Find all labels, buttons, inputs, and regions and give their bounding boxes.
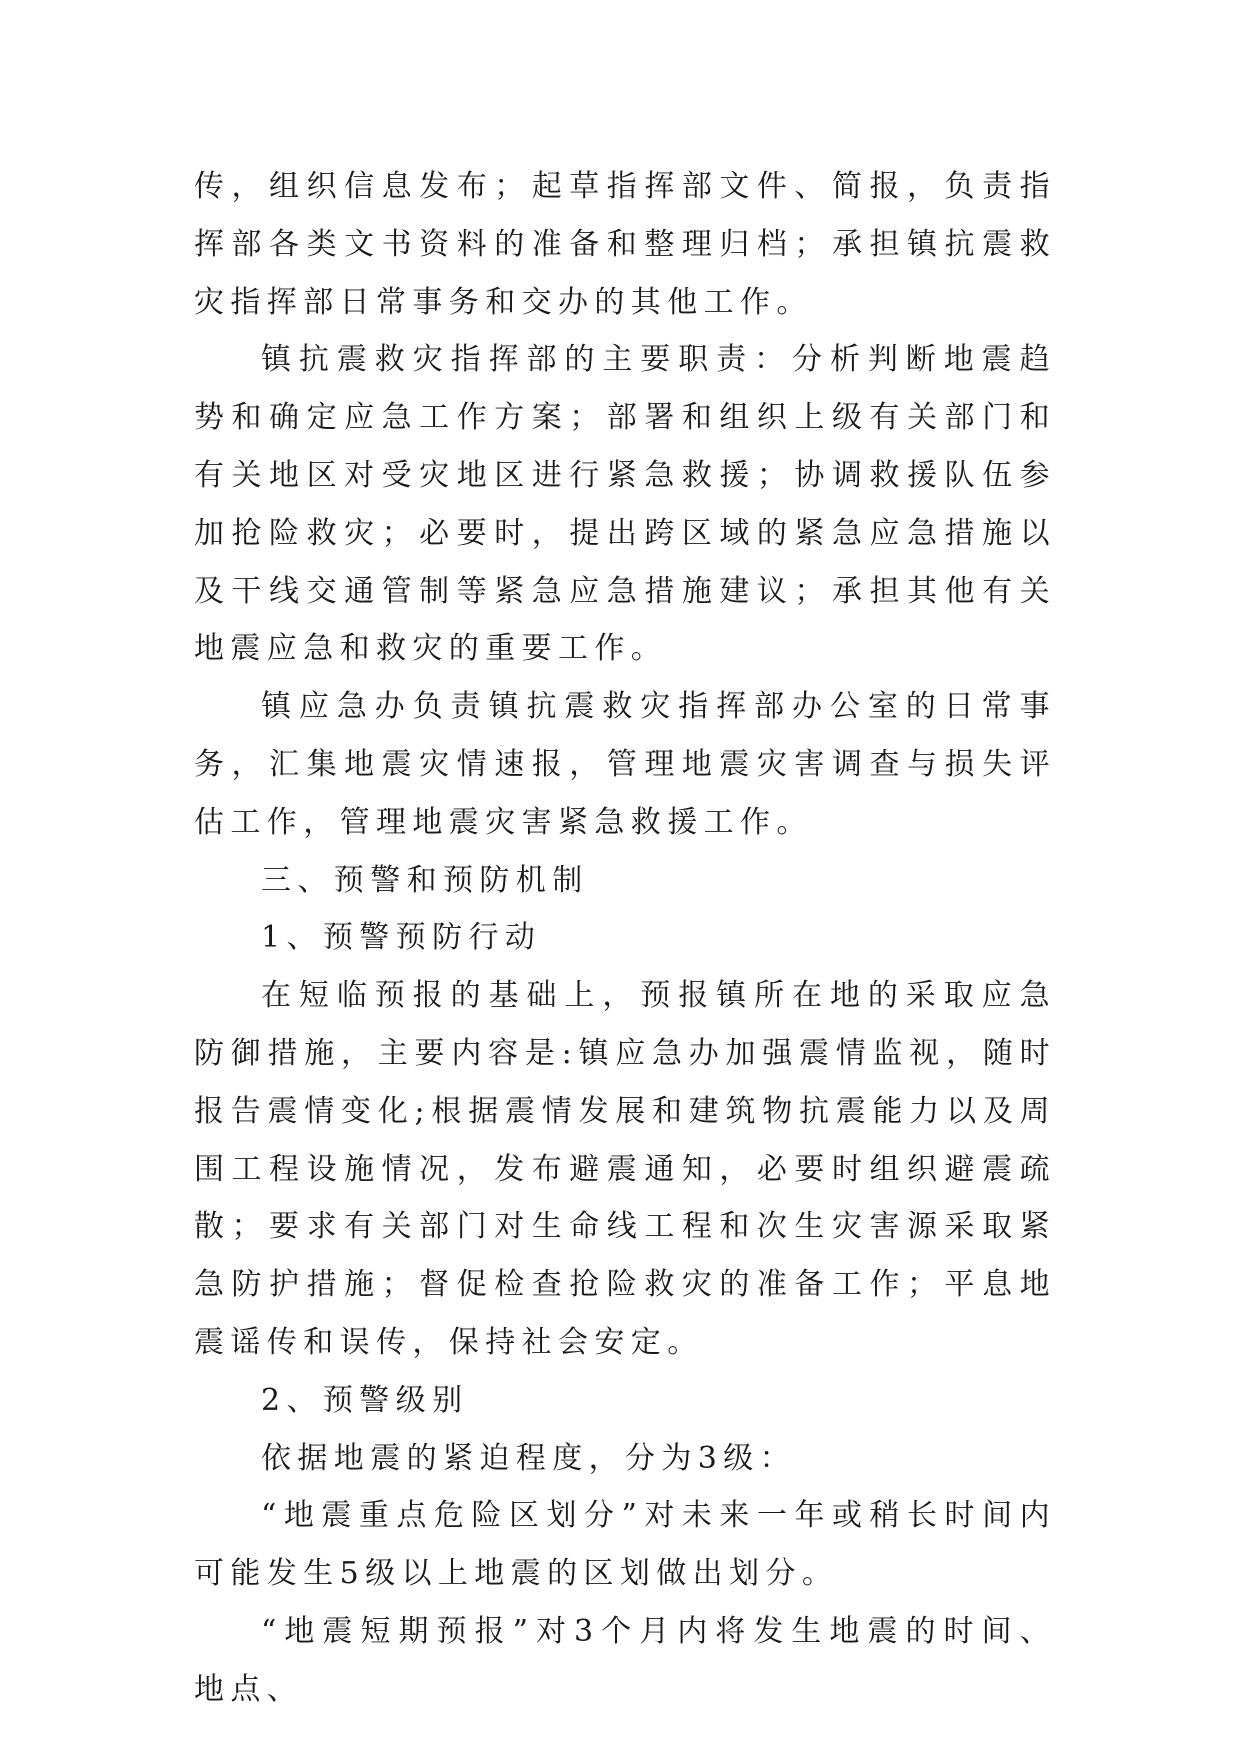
paragraph-duties-continued: 传，组织信息发布；起草指挥部文件、简报，负责指挥部各类文书资料的准备和整理归档；承担镇抗震救灾指挥部日常事务和交办的其他工作。 [194,169,1056,320]
paragraph-emergency-office: 镇应急办负责镇抗震救灾指挥部办公室的日常事务，汇集地震灾情速报，管理地震灾害调查与损失评估工作，管理地震灾害紧急救援工作。 [194,689,1056,840]
paragraph-warning-actions: 在短临预报的基础上，预报镇所在地的采取应急防御措施，主要内容是:镇应急办加强震情监视，随时报告震情变化;根据震情发展和建筑物抗震能力以及周围工程设施情况，发布避震通知，必要时组织避震疏散；要求有关部门对生命线工程和次生灾害源采取紧急防护措施；督促检查抢险救灾的准备工作；平息地震谣传和误传，保持社会安定。 [194,978,1056,1360]
subheading-warning-actions: 1、预警预防行动 [261,920,542,956]
paragraph-level-intro: 依据地震的紧迫程度，分为3级： [261,1440,797,1476]
paragraph-level-zoning: “地震重点危险区划分”对未来一年或稍长时间内可能发生5级以上地震的区划做出划分。 [194,1498,1056,1592]
paragraph-command-duties: 镇抗震救灾指挥部的主要职责：分析判断地震趋势和确定应急工作方案；部署和组织上级有关部门和有关地区对受灾地区进行紧急救援；协调救援队伍参加抢险救灾；必要时，提出跨区域的紧急应急措施以及干线交通管制等紧急应急措施建议；承担其他有关地震应急和救灾的重要工作。 [194,342,1056,667]
document-body [194,158,1056,1719]
section-heading-warning-mechanism: 三、预警和预防机制 [261,862,589,898]
subheading-warning-levels: 2、预警级别 [261,1382,469,1418]
paragraph-level-short-term: “地震短期预报”对3个月内将发生地震的时间、地点、 [194,1613,1056,1707]
